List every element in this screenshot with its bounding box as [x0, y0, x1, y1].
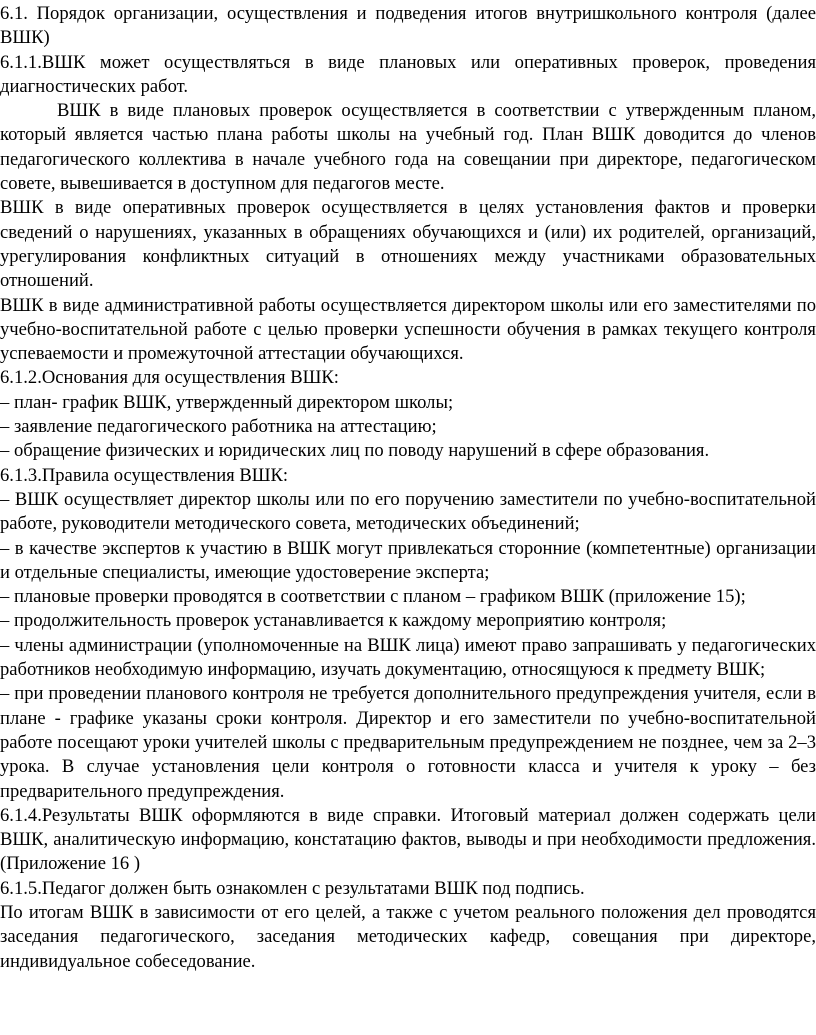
- paragraph-administrative-work: ВШК в виде административной работы осуществляется директором школы или его заместителями по учебно-воспитательной работе с целью проверки успешности обучения в рамках текущего контроля успеваемости и промежуточной аттестации обучающихся.: [0, 294, 816, 365]
- list-item-basis-1: – план- график ВШК, утвержденный директором школы;: [0, 391, 454, 413]
- list-item-rule-5: – члены администрации (уполномоченные на ВШК лица) имеют право запрашивать у педагогических работников необходимую информацию, изучать документацию, относящуюся к предмету ВШК;: [0, 634, 816, 681]
- paragraph-operational-checks: ВШК в виде оперативных проверок осуществляется в целях установления фактов и проверки сведений о нарушениях, указанных в обращениях обучающихся и (или) их родителей, организаций, урегулирования конфликтных ситуаций в отношениях между участниками образовательных отношений.: [0, 197, 816, 292]
- section-heading-6-1: 6.1. Порядок организации, осуществления и подведения итогов внутришкольного контроля (далее ВШК): [0, 3, 816, 49]
- list-item-basis-3: – обращение физических и юридических лиц по поводу нарушений в сфере образования.: [0, 440, 710, 462]
- list-item-rule-1: – ВШК осуществляет директор школы или по его поручению заместители по учебно-воспитательной работе, руководители методического совета, методических объединений;: [0, 488, 816, 535]
- list-item-rule-4: – продолжительность проверок устанавливается к каждому мероприятию контроля;: [0, 610, 667, 632]
- paragraph-planned-checks: ВШК в виде плановых проверок осуществляется в соответствии с утвержденным планом, который является частью плана работы школы на учебный год. План ВШК доводится до членов педагогического коллектива в начале учебного года на совещании при директоре, педагогическом совете, вывешивается в доступном для педагогов месте.: [0, 100, 816, 195]
- paragraph-results: По итогам ВШК в зависимости от его целей, а также с учетом реального положения дел проводятся заседания педагогического, заседания методических кафедр, совещания при директоре, индивидуальное собеседование.: [0, 901, 816, 972]
- clause-6-1-3: 6.1.3.Правила осуществления ВШК:: [0, 464, 289, 486]
- clause-6-1-1: 6.1.1.ВШК может осуществляться в виде плановых или оперативных проверок, проведения диагностических работ.: [0, 51, 816, 97]
- list-item-basis-2: – заявление педагогического работника на аттестацию;: [0, 416, 437, 438]
- clause-6-1-2: 6.1.2.Основания для осуществления ВШК:: [0, 367, 339, 389]
- list-item-rule-3: – плановые проверки проводятся в соответствии с планом – графиком ВШК (приложение 15);: [0, 586, 746, 608]
- clause-6-1-4: 6.1.4.Результаты ВШК оформляются в виде справки. Итоговый материал должен содержать цели ВШК, аналитическую информацию, констатацию фактов, выводы и при необходимости предложения. (Приложение 16 ): [0, 804, 816, 875]
- list-item-rule-2: – в качестве экспертов к участию в ВШК могут привлекаться сторонние (компетентные) организации и отдельные специалисты, имеющие удостоверение эксперта;: [0, 537, 816, 583]
- list-item-rule-6: – при проведении планового контроля не требуется дополнительного предупреждения учителя, если в плане - графике указаны сроки контроля. Директор и его заместители по учебно-воспитательной работе посещают уроки учителей школы с предварительным предупреждением не позднее, чем за 2–3 урока. В случае установления цели контроля о готовности класса и учителя к уроку – без предварительного предупреждения.: [0, 683, 816, 802]
- clause-6-1-5: 6.1.5.Педагог должен быть ознакомлен с результатами ВШК под подпись.: [0, 877, 585, 899]
